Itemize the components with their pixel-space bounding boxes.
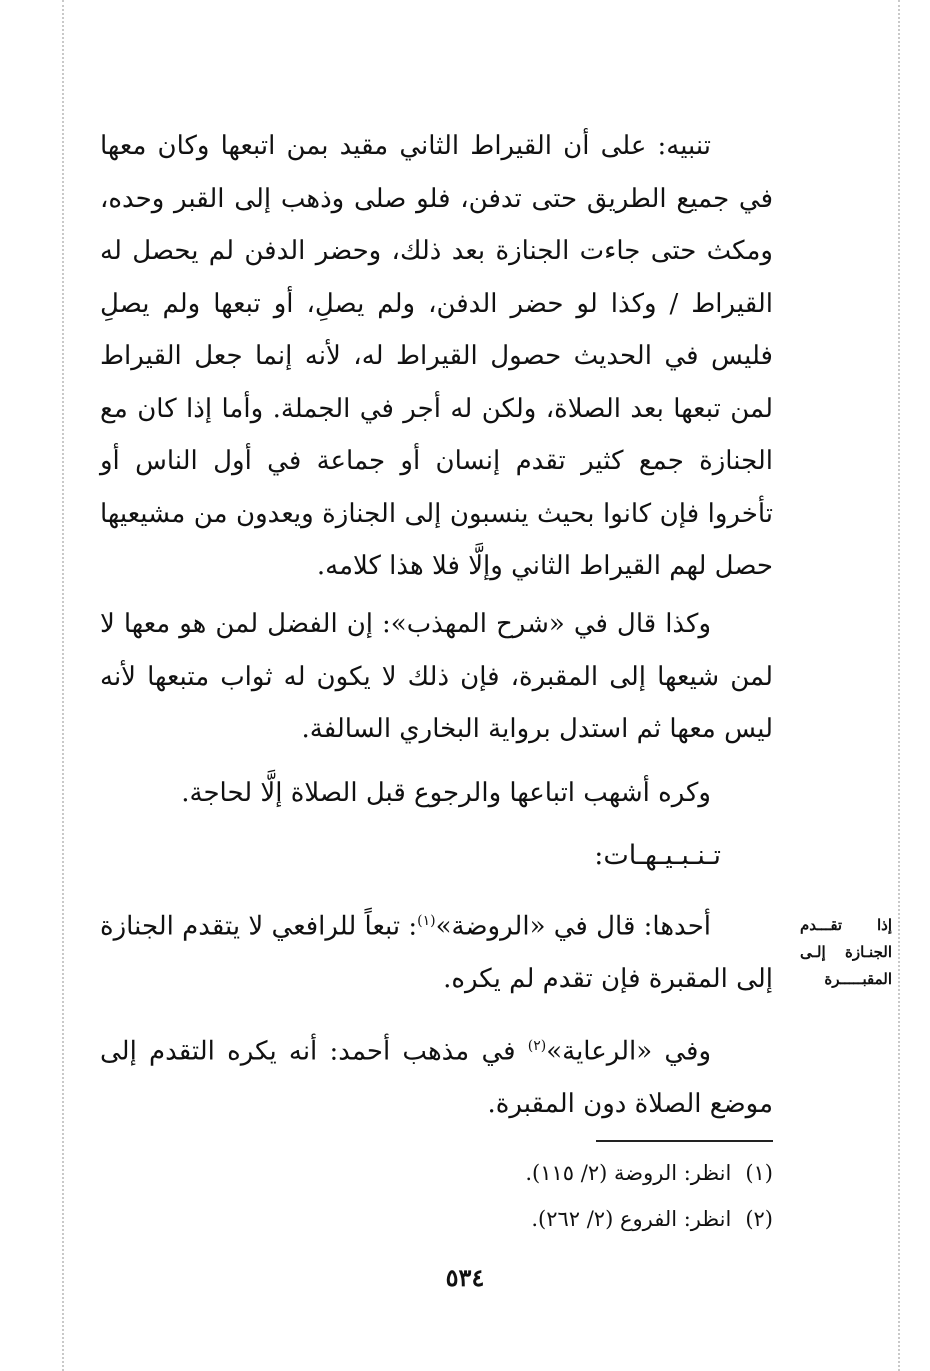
right-margin-dotted-line bbox=[898, 0, 900, 1371]
heading-text: تـنـبـيـهـات: bbox=[594, 840, 721, 871]
footnote-separator bbox=[596, 1140, 773, 1142]
footnotes bbox=[100, 1150, 773, 1242]
paragraph-text: وكذا قال في «شرح المهذب»: إن الفضل لمن هو معها لا لمن شيعها إلى المقبرة، فإن ذلك لا يكون له ثواب متبعها لأنه ليس معها ثم استدل برواية البخاري السالفة. bbox=[100, 609, 773, 744]
side-note-line: الجنـازة إلـى bbox=[800, 943, 892, 961]
paragraph-ashhab bbox=[100, 767, 773, 820]
paragraph-tanbih bbox=[100, 120, 773, 593]
paragraph-sharh-al-muhadhdhab bbox=[100, 598, 773, 756]
paragraph-text: وكره أشهب اتباعها والرجوع قبل الصلاة إلَّا لحاجة. bbox=[181, 778, 711, 808]
paragraph-text bbox=[100, 895, 773, 1006]
paragraph-text-start: أحدها: قال في «الروضة» bbox=[435, 911, 711, 942]
section-heading bbox=[100, 830, 773, 882]
paragraph-al-riaya bbox=[100, 1020, 773, 1131]
footnote-text: انظر: الفروع (٢/ ٢٦٢). bbox=[531, 1207, 732, 1231]
page-number: ٥٣٤ bbox=[445, 1263, 485, 1292]
footnote-item bbox=[100, 1150, 773, 1196]
footnote-number: (٢) bbox=[745, 1207, 773, 1231]
paragraph-text bbox=[100, 1020, 773, 1131]
paragraph-text: تنبيه: على أن القيراط الثاني مقيد بمن اتبعها وكان معها في جميع الطريق حتى تدفن، فلو صلى وذهب إلى القبر وحده، ومكث حتى جاءت الجنازة بعد ذلك، وحضر الدفن لم يحصل له القيراط / وكذا لو حضر الدفن، ولم يصلِ، أو تبعها ولم يصلِ فليس في الحديث حصول القيراط له، لأنه إنما جعل القيراط لمن تبعها بعد الصلاة، ولكن له أجر في الجملة. وأما إذا كان مع الجنازة جمع كثير تقدم إنسان أو جماعة في أول الناس أو تأخروا فإن كانوا بحيث ينسبون إلى الجنازة ويعدون من مشيعيها حصل لهم القيراط الثاني وإلَّا فلا هذا كلامه. bbox=[100, 131, 774, 581]
paragraph-text-start: وفي «الرعاية» bbox=[546, 1036, 711, 1067]
left-margin-dotted-line bbox=[62, 0, 64, 1371]
footnote-text: انظر: الروضة (٢/ ١١٥). bbox=[525, 1161, 732, 1185]
paragraph-text-end: في مذهب أحمد: أنه يكره التقدم إلى موضع الصلاة دون المقبرة. bbox=[100, 1036, 773, 1120]
footnote-number: (١) bbox=[745, 1161, 773, 1185]
side-note-line: إذا تقـــدم bbox=[800, 916, 892, 934]
paragraph-text-end: : تبعاً للرافعي لا يتقدم الجنازة إلى المقبرة فإن تقدم لم يكره. bbox=[100, 911, 773, 995]
side-note-line: المقبـــــرة bbox=[824, 970, 892, 988]
footnote-ref[interactable]: (٢) bbox=[527, 1038, 547, 1054]
paragraph-first-note bbox=[100, 895, 773, 1006]
margin-side-note bbox=[800, 912, 892, 993]
footnote-ref[interactable]: (١) bbox=[417, 913, 436, 929]
footnote-item bbox=[100, 1196, 773, 1242]
